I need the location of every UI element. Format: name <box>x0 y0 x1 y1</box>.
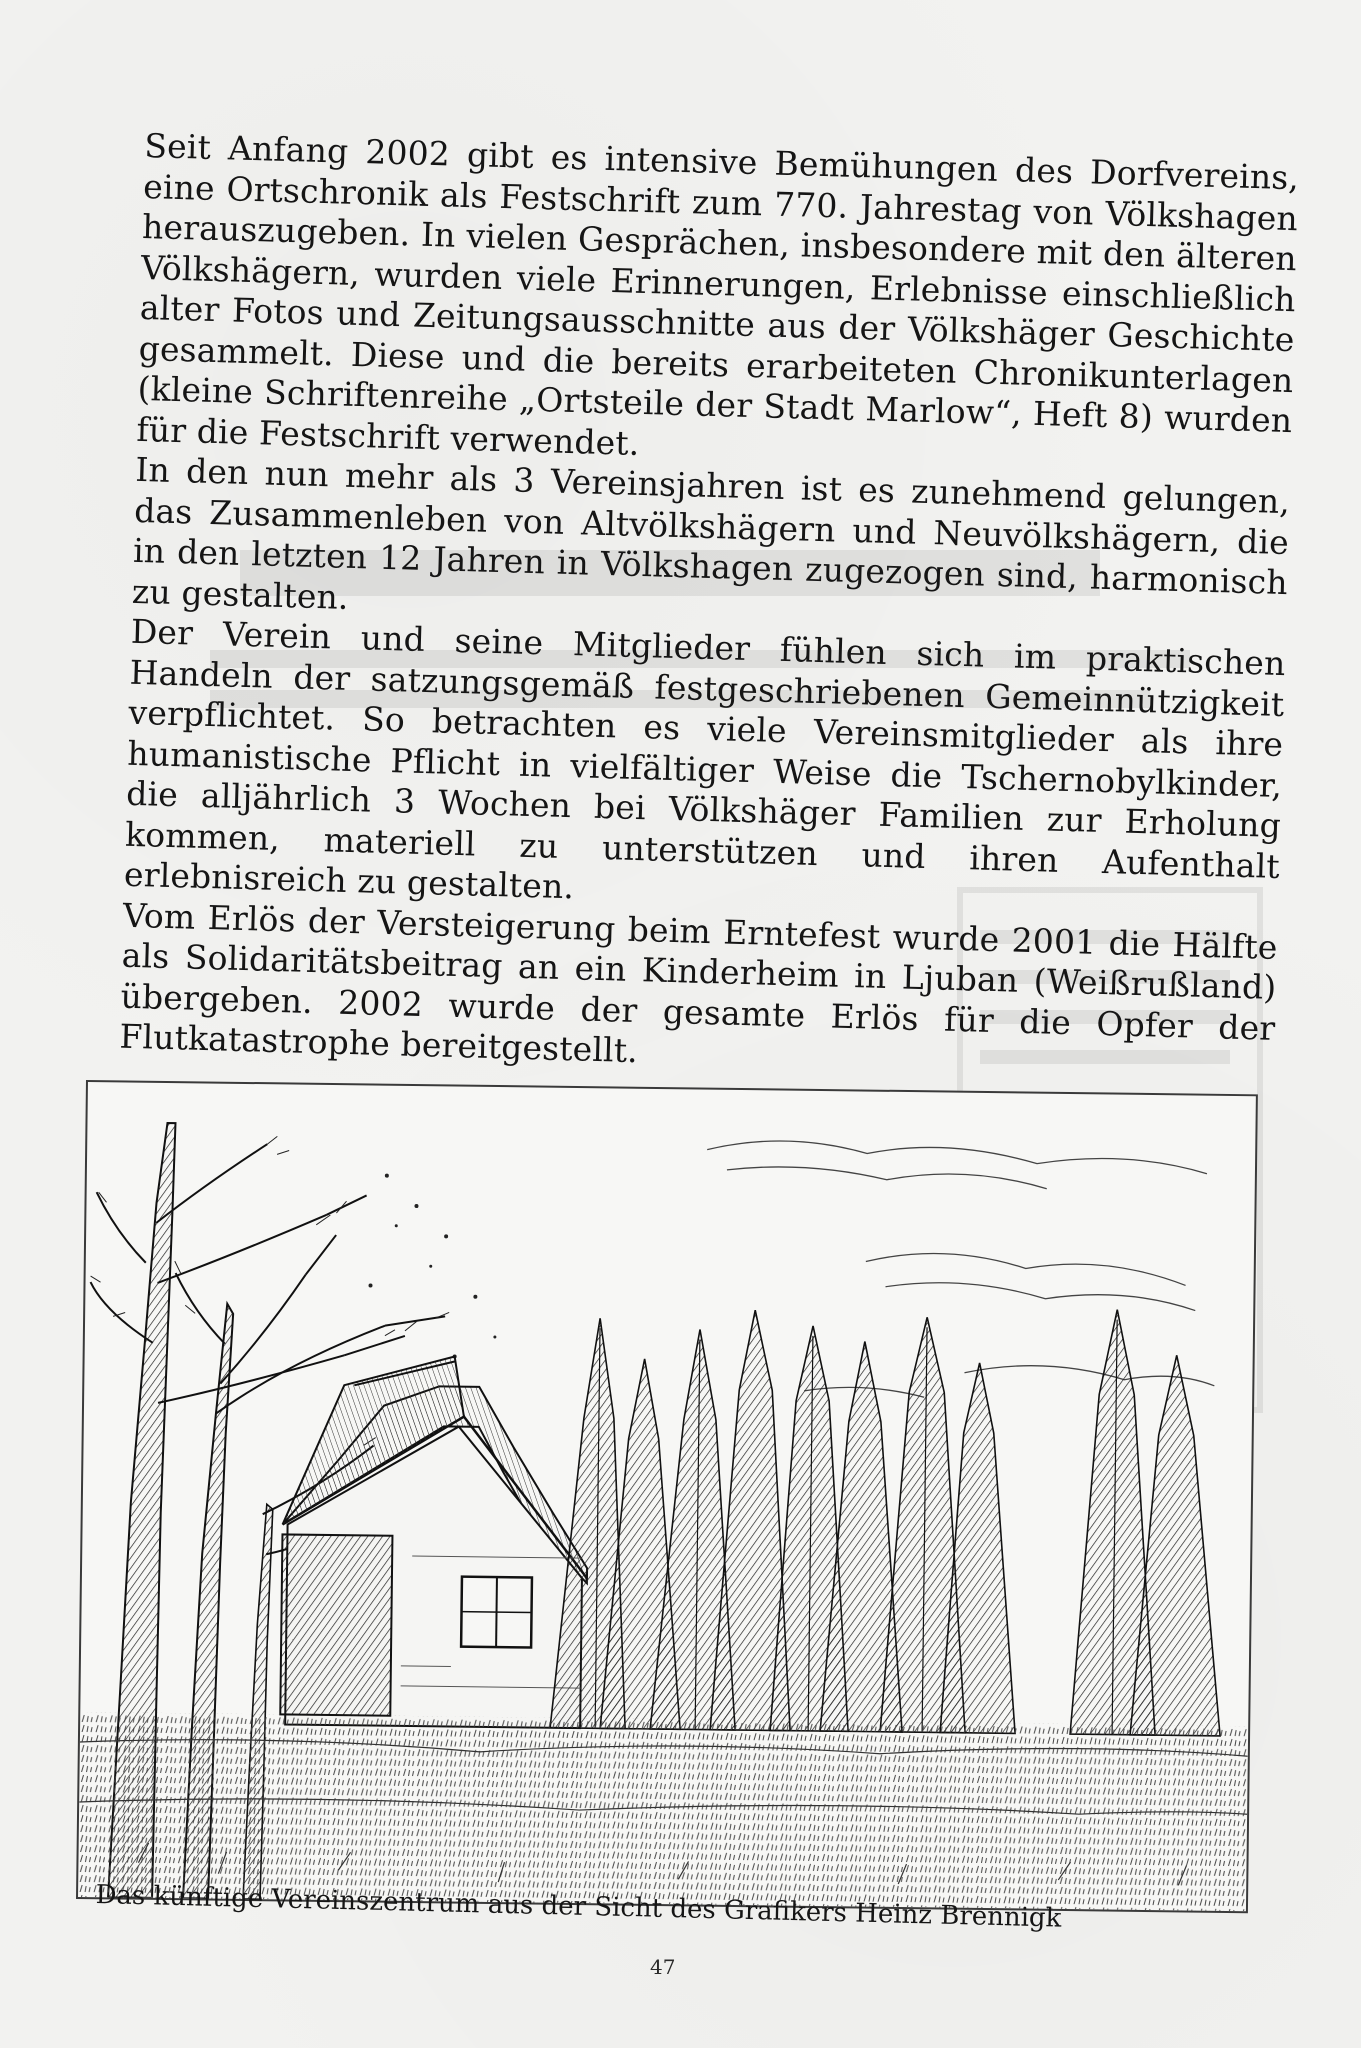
paragraph-gemeinnuetzigkeit: Der Verein und seine Mitglieder fühlen sich im praktischen Handeln der satzungsgemäß festgeschriebenen Gemeinnützigkeit verpflichtet. So betrachten es viele Vereinsmitglieder als ihre humanistische Pflicht in vielfältiger Weise die Tschernobylkinder, die alljährlich 3 Wochen bei Völkshäger Familien zur Erholung kommen, materiell zu unterstützen und ihren Aufenthalt erlebnisreich zu gestalten. <box>123 611 1286 907</box>
body-text <box>119 126 1300 1089</box>
figure-caption: Das künftige Vereinszentrum aus der Sicht des Grafikers Heinz Brennigk <box>95 1880 1062 1934</box>
page-number: 47 <box>650 1955 676 1979</box>
paragraph-erntefest-erloes: Vom Erlös der Versteigerung beim Erntefest wurde 2001 die Hälfte als Solidaritätsbeitrag an ein Kinderheim in Ljuban (Weißrußland) übergeben. 2002 wurde der gesamte Erlös für die Opfer der Flutkatastrophe bereitgestellt. <box>119 895 1279 1071</box>
paragraph-vereinsjahre: In den nun mehr als 3 Vereinsjahren ist es zunehmend gelungen, das Zusammenleben von Altvölkshägern und Neuvölkshägern, die in den letzten 12 Jahren in Völkshagen zugezogen sind, harmonisch zu gestalten. <box>131 449 1291 617</box>
illustration-vereinszentrum <box>76 1080 1258 1913</box>
paragraph-ortschronik: Seit Anfang 2002 gibt es intensive Bemühungen des Dorfvereins, eine Ortschronik als Festschrift zum 770. Jahrestag von Völkshagen herauszugeben. In vielen Gesprächen, insbesondere mit den älteren Völkshägern, wurden viele Erinnerungen, Erlebnisse einschließlich alter Fotos und Zeitungsausschnitte aus der Völkshäger Geschichte gesammelt. Diese und die bereits erarbeiteten Chronikunterlagen (kleine Schriftenreihe „Ortsteile der Stadt Marlow“, Heft 8) wurden für die Festschrift verwendet. <box>135 126 1300 463</box>
ink-drawing-house-and-trees <box>78 1082 1256 1911</box>
